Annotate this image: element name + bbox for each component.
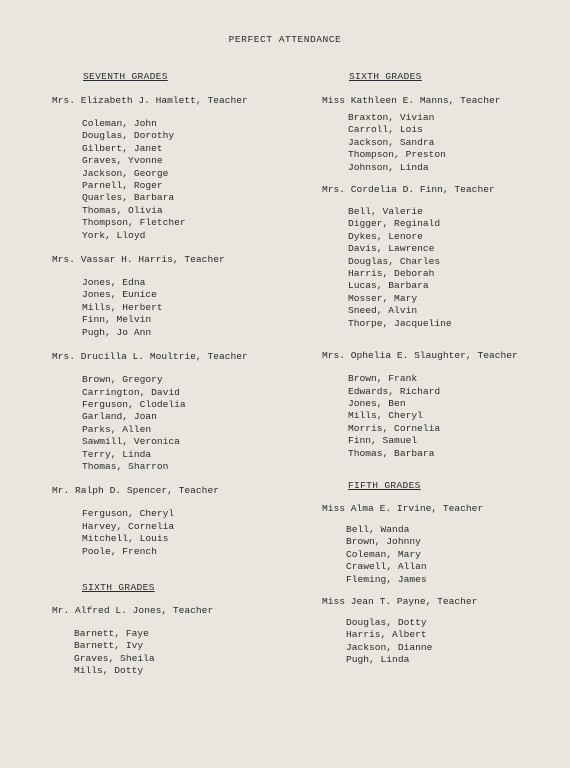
student-name: Lucas, Barbara [348, 280, 429, 292]
student-name: Brown, Frank [348, 373, 418, 385]
student-name: Thompson, Preston [348, 149, 446, 161]
student-list [346, 524, 562, 586]
right-column [322, 71, 562, 667]
student-name: Fleming, James [346, 573, 427, 585]
teacher-heading: Mrs. Elizabeth J. Hamlett, Teacher [52, 95, 248, 106]
student-name: Poole, French [82, 545, 157, 557]
student-name: Sneed, Alvin [348, 305, 418, 317]
student-name: Bell, Valerie [348, 206, 423, 218]
student-name: Coleman, Mary [346, 548, 421, 560]
student-name: Edwards, Richard [348, 385, 441, 397]
student-name: Braxton, Vivian [348, 112, 435, 123]
student-name: Bell, Wanda [346, 523, 410, 535]
student-name: Quarles, Barbara [82, 192, 175, 204]
student-name: Pugh, Linda [346, 654, 410, 666]
grade-heading: SIXTH GRADES [82, 581, 155, 593]
student-name: Douglas, Dorothy [82, 130, 175, 142]
student-name: Crawell, Allan [346, 561, 427, 573]
student-name: Harris, Albert [346, 629, 427, 641]
teacher-heading: Mrs. Vassar H. Harris, Teacher [52, 254, 225, 266]
student-name: Mills, Cheryl [348, 410, 423, 422]
teacher-heading: Mrs. Cordelia D. Finn, Teacher [322, 184, 495, 196]
student-name: Mills, Herbert [82, 301, 163, 313]
student-name: Johnson, Linda [348, 161, 429, 173]
grade-heading: SIXTH GRADES [349, 71, 422, 82]
student-name: Harris, Deborah [348, 268, 435, 280]
student-name: Gilbert, Janet [82, 142, 163, 154]
student-name: Harvey, Cornelia [82, 520, 175, 532]
teacher-heading: Miss Alma E. Irvine, Teacher [322, 502, 484, 514]
student-name: Thompson, Fletcher [82, 217, 186, 229]
student-name: Dykes, Lenore [348, 230, 423, 242]
student-name: Parks, Allen [82, 423, 152, 435]
grade-heading: FIFTH GRADES [348, 479, 421, 491]
teacher-heading: Miss Kathleen E. Manns, Teacher [322, 95, 501, 106]
student-name: Jones, Ben [348, 397, 406, 409]
student-name: Jones, Edna [82, 277, 146, 289]
student-name: Carroll, Lois [348, 124, 423, 136]
student-name: Jackson, George [82, 167, 169, 179]
student-name: Barnett, Faye [74, 627, 149, 639]
student-name: Thomas, Olivia [82, 204, 163, 216]
student-name: Pugh, Jo Ann [82, 326, 152, 338]
student-name: Finn, Melvin [82, 314, 152, 326]
student-name: Brown, Gregory [82, 374, 163, 386]
student-name: Finn, Samuel [348, 435, 418, 447]
student-name: Douglas, Charles [348, 255, 441, 267]
student-name: Ferguson, Cheryl [82, 508, 175, 520]
student-list [348, 206, 562, 330]
teacher-heading: Miss Jean T. Payne, Teacher [322, 595, 478, 607]
left-column [52, 71, 292, 678]
student-name: Morris, Cornelia [348, 422, 441, 434]
student-name: Sawmill, Veronica [82, 436, 180, 448]
student-name: York, Lloyd [82, 229, 146, 241]
student-name: Barnett, Ivy [74, 640, 144, 652]
student-name: Thomas, Barbara [348, 447, 435, 459]
student-name: Thomas, Sharron [82, 460, 169, 472]
student-name: Davis, Lawrence [348, 243, 435, 255]
student-name: Parnell, Roger [82, 180, 163, 192]
student-name: Thorpe, Jacqueline [348, 317, 452, 329]
student-list [74, 628, 292, 678]
student-name: Mosser, Mary [348, 292, 418, 304]
teacher-heading: Mr. Alfred L. Jones, Teacher [52, 604, 214, 616]
page-title: PERFECT ATTENDANCE [228, 34, 342, 45]
student-list [346, 617, 562, 667]
student-name: Jackson, Dianne [346, 641, 433, 653]
student-name: Jones, Eunice [82, 289, 157, 301]
teacher-heading: Mrs. Drucilla L. Moultrie, Teacher [52, 351, 248, 363]
student-name: Douglas, Dotty [346, 616, 427, 628]
student-name: Jackson, Sandra [348, 136, 435, 148]
grade-heading: SEVENTH GRADES [83, 71, 168, 82]
student-list [82, 508, 292, 558]
student-name: Graves, Sheila [74, 652, 155, 664]
student-name: Carrington, David [82, 386, 180, 398]
student-list [82, 118, 292, 242]
student-name: Brown, Johnny [346, 536, 421, 548]
teacher-heading: Mrs. Ophelia E. Slaughter, Teacher [322, 350, 518, 362]
student-list [348, 112, 562, 174]
student-name: Digger, Reginald [348, 218, 441, 230]
student-list [348, 373, 562, 460]
teacher-heading: Mr. Ralph D. Spencer, Teacher [52, 485, 219, 497]
student-name: Coleman, John [82, 118, 157, 129]
student-list [82, 374, 292, 473]
student-list [82, 277, 292, 339]
student-name: Terry, Linda [82, 448, 152, 460]
student-name: Graves, Yvonne [82, 155, 163, 167]
student-name: Ferguson, Clodelia [82, 398, 186, 410]
student-name: Mills, Dotty [74, 665, 144, 677]
student-name: Mitchell, Louis [82, 533, 169, 545]
student-name: Garland, Joan [82, 411, 157, 423]
